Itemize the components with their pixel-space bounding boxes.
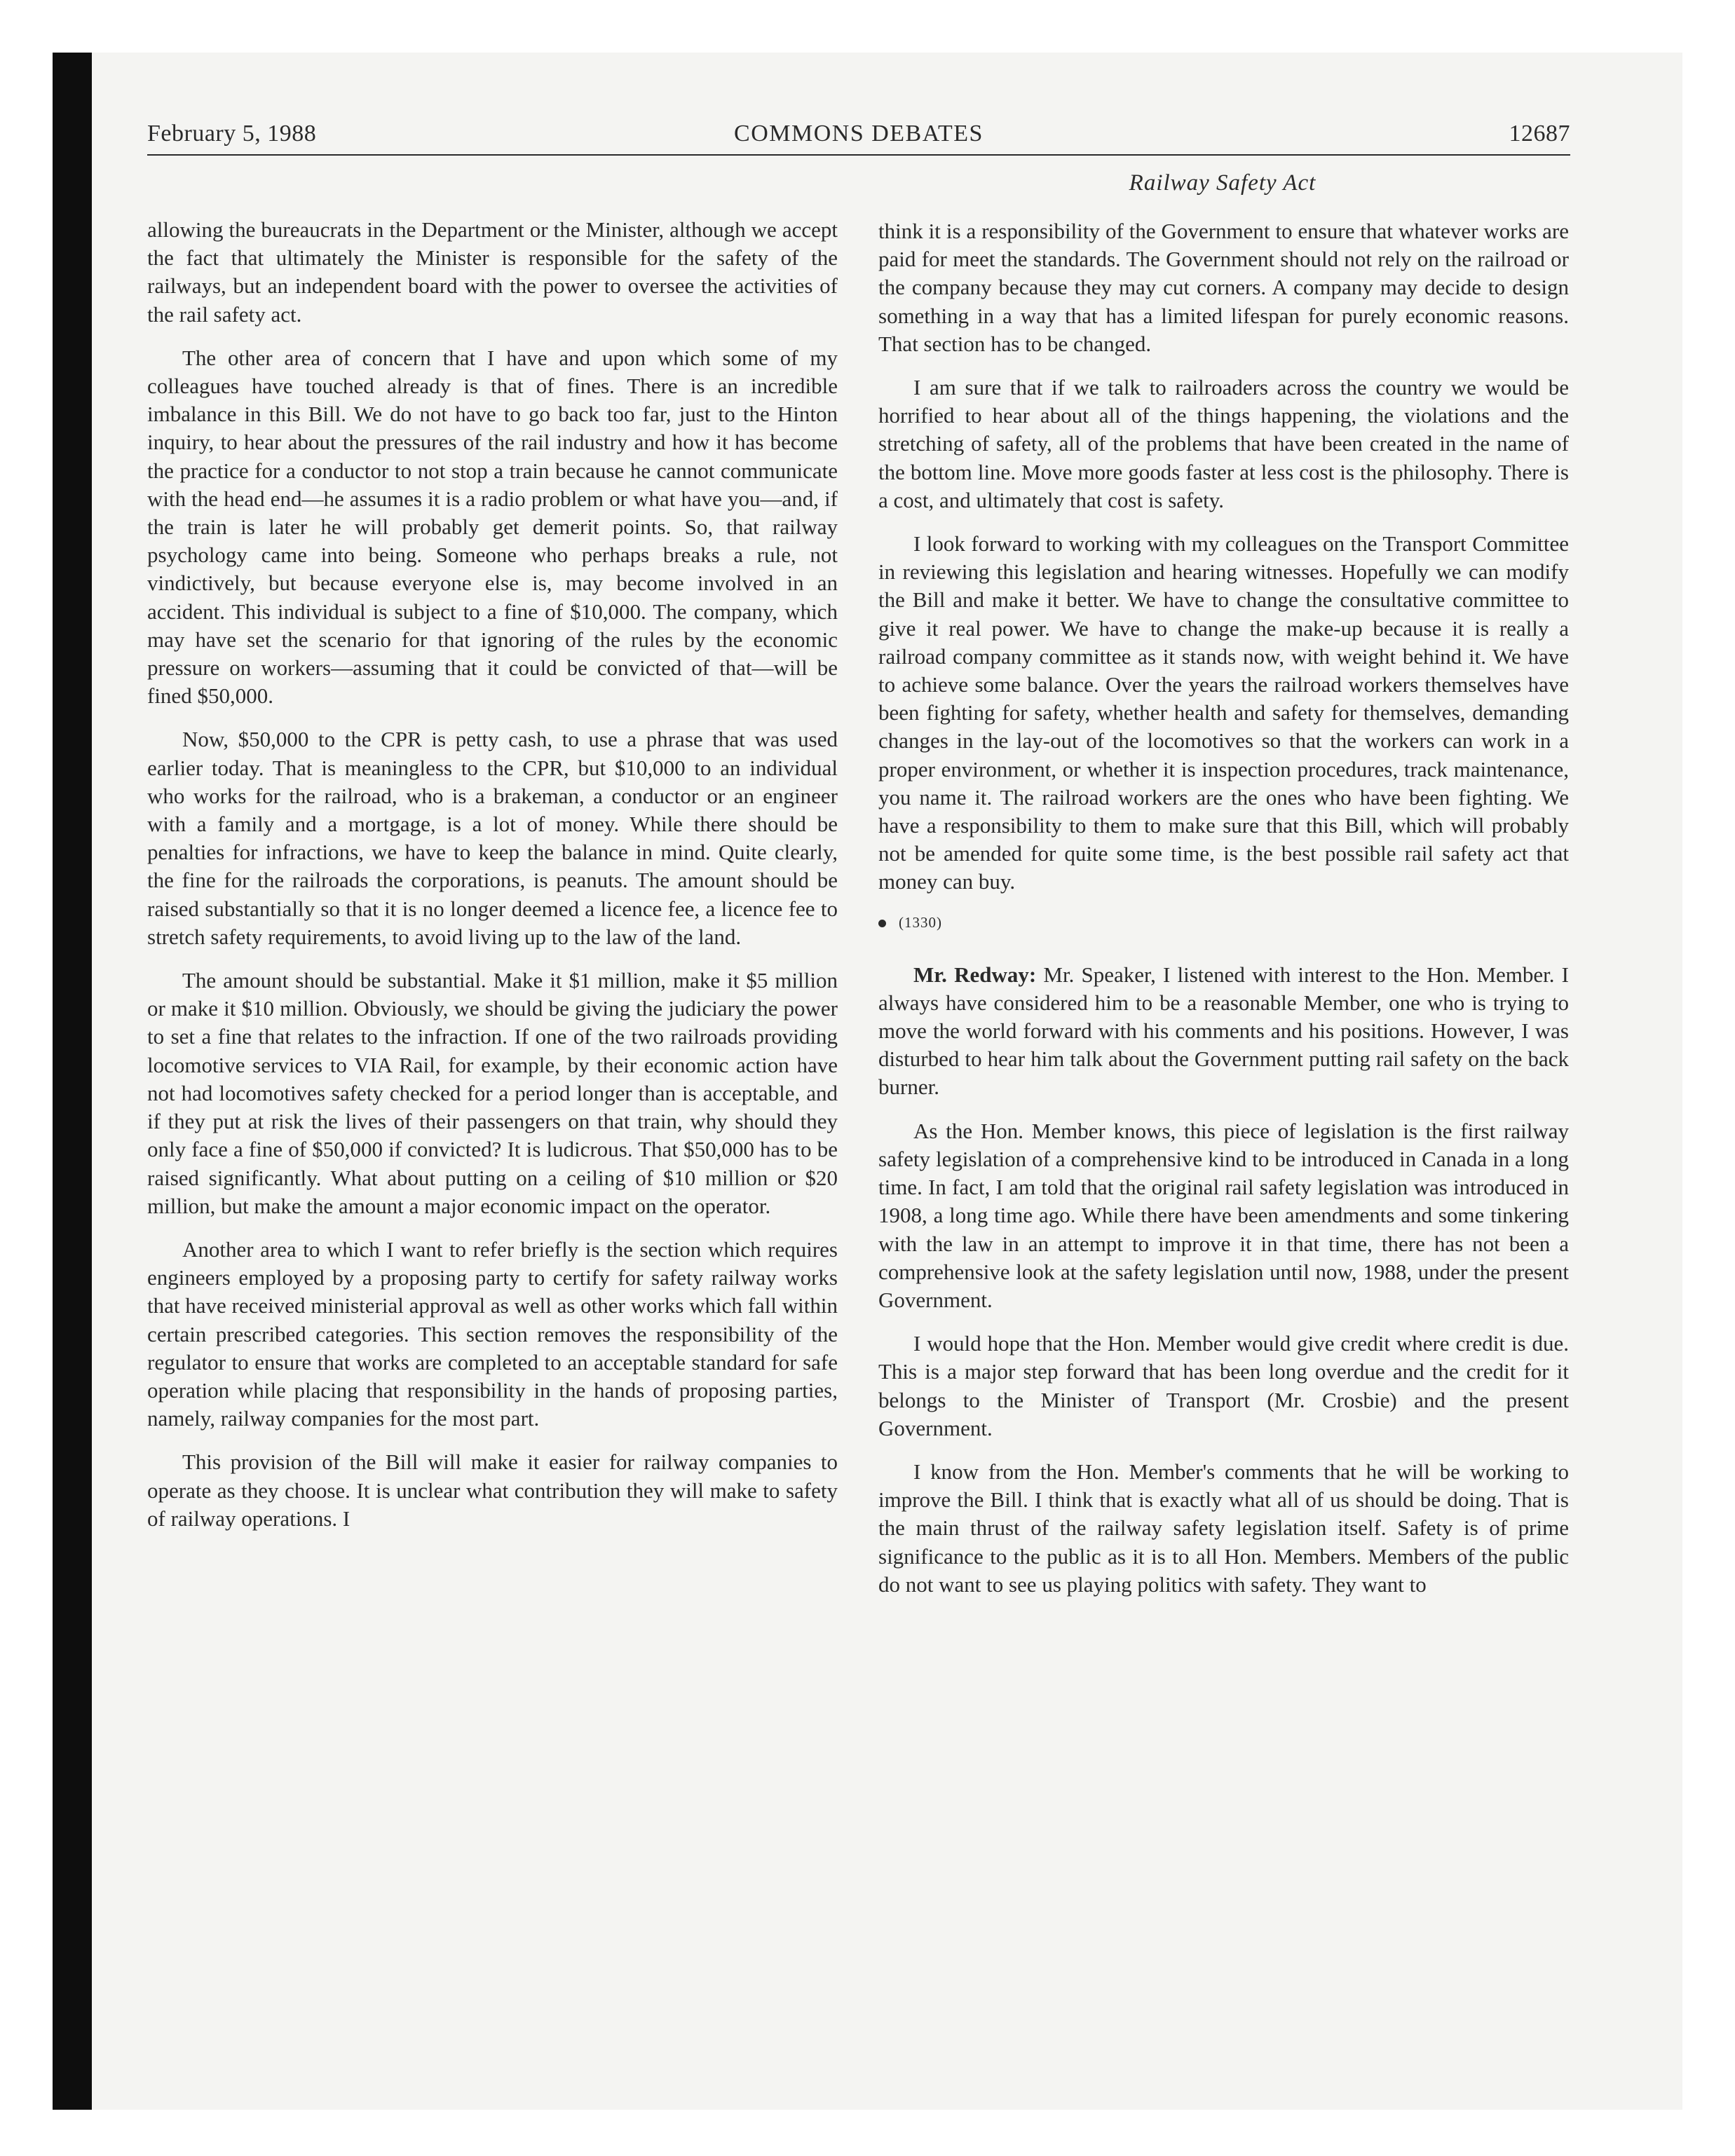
paragraph: Another area to which I want to refer briefly is the section which requires engineers employed by a proposing party to certify for safety railway works that have received ministerial approval as well as other works which fall within certain prescribed categories. This section removes the responsibility of the regulator to ensure that works are completed to an acceptable standard for safe operation while placing that responsibility in the hands of proposing parties, namely, railway companies for the most part. <box>147 1236 838 1431</box>
time-marker-label: (1330) <box>899 913 942 931</box>
paragraph: allowing the bureaucrats in the Department or the Minister, although we accept the fact that ultimately the Minister is responsible for the safety of the railways, but an independent board with the power to oversee the activities of the rail safety act. <box>147 217 838 327</box>
paragraph: think it is a responsibility of the Government to ensure that whatever works are paid for meet the standards. The Government should not rely on the railroad or the company because they may cut corners. A company may decide to design something in a way that has a limited lifespan for purely economic reasons. That section has to be changed. <box>878 219 1569 356</box>
speaker-text: Mr. Speaker, I listened with interest to the Hon. Member. I always have considered him to be a reasonable Member, one who is trying to move the world forward with his comments and his positions. However, I was disturbed to hear him talk about the Government putting rail safety on the back burner. <box>878 962 1570 1100</box>
bullet-icon <box>878 920 886 927</box>
page-header <box>147 121 1570 154</box>
right-column <box>878 217 1569 1614</box>
left-column <box>147 216 838 1548</box>
paragraph: Now, $50,000 to the CPR is petty cash, to use a phrase that was used earlier today. That is meaningless to the CPR, but $10,000 to an individual who works for the railroad, who is a brakeman, a conductor or an engineer with a family and a mortgage, is a lot of money. While there should be penalties for infractions, we have to keep the balance in mind. Quite clearly, the fine for the railroads the corporations, is peanuts. The amount should be raised substantially so that it is no longer deemed a licence fee, a licence fee to stretch safety requirements, to avoid living up to the law of the land. <box>147 727 838 949</box>
header-date: February 5, 1988 <box>147 121 317 146</box>
speaker-name: Mr. Redway: <box>913 962 1037 987</box>
header-page-number: 12687 <box>1509 121 1570 146</box>
paragraph: I look forward to working with my colleagues on the Transport Committee in reviewing this legislation and hearing witnesses. Hopefully we can modify the Bill and make it better. We have to change the consultative committee to give it real power. We have to change the make-up because it is really a railroad company committee as it stands now, with weight behind it. We have to achieve some balance. Over the years the railroad workers themselves have been fighting for safety, whether health and safety for themselves, demanding changes in the lay-out of the locomotives so that the workers can work in a proper environment, or whether it is inspection procedures, track maintenance, you name it. The railroad workers are the ones who have been fighting. We have a responsibility to them to make sure that this Bill, which will probably not be amended for quite some time, is the best possible rail safety act that money can buy. <box>878 531 1569 894</box>
paragraph: I am sure that if we talk to railroaders across the country we would be horrified to hear about all of the things happening, the violations and the stretching of safety, all of the problems that have been created in the name of the bottom line. Move more goods faster at less cost is the philosophy. There is a cost, and ultimately that cost is safety. <box>878 375 1569 512</box>
paragraph: This provision of the Bill will make it easier for railway companies to operate as they choose. It is unclear what contribution they will make to safety of railway operations. I <box>147 1449 838 1531</box>
subject-heading: Railway Safety Act <box>1129 170 1316 196</box>
header-rule <box>147 154 1570 156</box>
scan-edge-bar <box>53 53 92 2110</box>
header-publication: COMMONS DEBATES <box>734 121 984 146</box>
paragraph: I would hope that the Hon. Member would give credit where credit is due. This is a major step forward that has been long overdue and the credit for it belongs to the Minister of Transport (Mr. Crosbie) and the present Government. <box>878 1331 1569 1440</box>
paragraph: As the Hon. Member knows, this piece of legislation is the first railway safety legislation of a comprehensive kind to be introduced in Canada in a long time. In fact, I am told that the original rail safety legislation was introduced in 1908, a long time ago. While there have been amendments and some tinkering with the law in an attempt to improve it in that time, there has not been a comprehensive look at the safety legislation until now, 1988, under the present Government. <box>878 1118 1569 1312</box>
paragraph: The amount should be substantial. Make it $1 million, make it $5 million or make it $10 million. Obviously, we should be giving the judiciary the power to set a fine that relates to the infraction. If one of the two railroads providing locomotive services to VIA Rail, for example, by their economic action have not had locomotives safety checked for a period longer than is acceptable, and if they put at risk the lives of their passengers on that train, why should they only face a fine of $50,000 if convicted? It is ludicrous. That $50,000 has to be raised significantly. What about putting on a ceiling of $10 million or $20 million, but make the amount a major economic impact on the operator. <box>147 968 838 1218</box>
time-marker <box>878 912 1569 933</box>
paragraph: The other area of concern that I have and upon which some of my colleagues have touched already is that of fines. There is an incredible imbalance in this Bill. We do not have to go back too far, just to the Hinton inquiry, to hear about the pressures of the rail industry and how it has become the practice for a conductor to not stop a train because he cannot communicate with the head end—he assumes it is a radio problem or what have you—and, if the train is later he will probably get demerit points. So, that railway psychology came into being. Someone who perhaps breaks a rule, not vindictively, but because everyone else is, may become involved in an accident. This individual is subject to a fine of $10,000. The company, which may have set the scenario for that ignoring of the rules by the economic pressure on workers—assuming that it could be convicted of that—will be fined $50,000. <box>147 345 838 709</box>
speaker-paragraph <box>878 961 1569 1102</box>
paragraph: I know from the Hon. Member's comments that he will be working to improve the Bill. I think that is exactly what all of us should be doing. That is the main thrust of the railway safety legislation itself. Safety is of prime significance to the public as it is to all Hon. Members. Members of the public do not want to see us playing politics with safety. They want to <box>878 1459 1569 1597</box>
